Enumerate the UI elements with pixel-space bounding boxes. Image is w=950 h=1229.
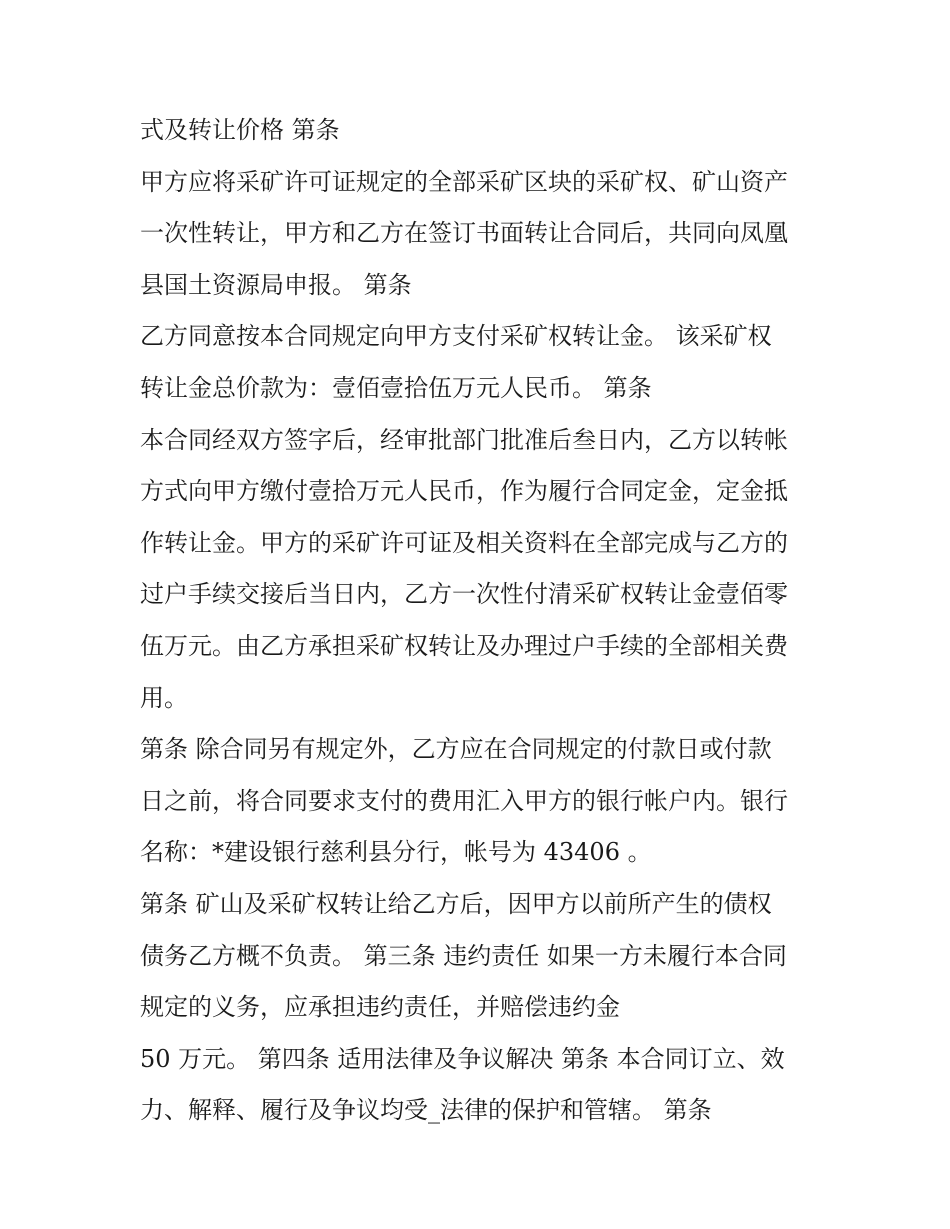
text-line-8: 方式向甲方缴付壹拾万元人民币，作为履行合同定金，定金抵 bbox=[140, 477, 788, 506]
text-line-13: 第条 除合同另有规定外，乙方应在合同规定的付款日或付款 bbox=[140, 735, 772, 764]
text-line-19: 50 万元。 第四条 适用法律及争议解决 第条 本合同订立、效 bbox=[140, 1044, 785, 1073]
text-line-7: 本合同经双方签字后，经审批部门批准后叁日内，乙方以转帐 bbox=[140, 425, 788, 454]
text-line-14: 日之前，将合同要求支付的费用汇入甲方的银行帐户内。银行 bbox=[140, 786, 788, 815]
contract-text bbox=[140, 110, 830, 1142]
text-line-3: 一次性转让，甲方和乙方在签订书面转让合同后，共同向凤凰 bbox=[140, 219, 788, 248]
text-line-9: 作转让金。甲方的采矿许可证及相关资料在全部完成与乙方的 bbox=[140, 528, 788, 557]
text-line-12: 用。 bbox=[140, 683, 188, 712]
text-line-20: 力、解释、履行及争议均受_法律的保护和管辖。 第条 bbox=[140, 1096, 712, 1125]
text-line-18: 规定的义务，应承担违约责任，并赔偿违约金 bbox=[140, 993, 620, 1022]
text-line-11: 伍万元。由乙方承担采矿权转让及办理过户手续的全部相关费 bbox=[140, 631, 788, 660]
text-line-2: 甲方应将采矿许可证规定的全部采矿区块的采矿权、矿山资产 bbox=[140, 167, 788, 196]
text-line-17: 债务乙方概不负责。 第三条 违约责任 如果一方未履行本合同 bbox=[140, 941, 787, 970]
text-line-6: 转让金总价款为：壹佰壹拾伍万元人民币。 第条 bbox=[140, 373, 652, 402]
text-line-16: 第条 矿山及采矿权转让给乙方后，因甲方以前所产生的债权 bbox=[140, 889, 772, 918]
text-line-5: 乙方同意按本合同规定向甲方支付采矿权转让金。 该采矿权 bbox=[140, 322, 772, 351]
text-line-15: 名称：*建设银行慈利县分行，帐号为 43406 。 bbox=[140, 838, 652, 867]
text-line-1: 式及转让价格 第条 bbox=[140, 116, 340, 144]
text-line-4: 县国土资源局申报。 第条 bbox=[140, 270, 412, 299]
text-line-10: 过户手续交接后当日内，乙方一次性付清采矿权转让金壹佰零 bbox=[140, 580, 788, 609]
